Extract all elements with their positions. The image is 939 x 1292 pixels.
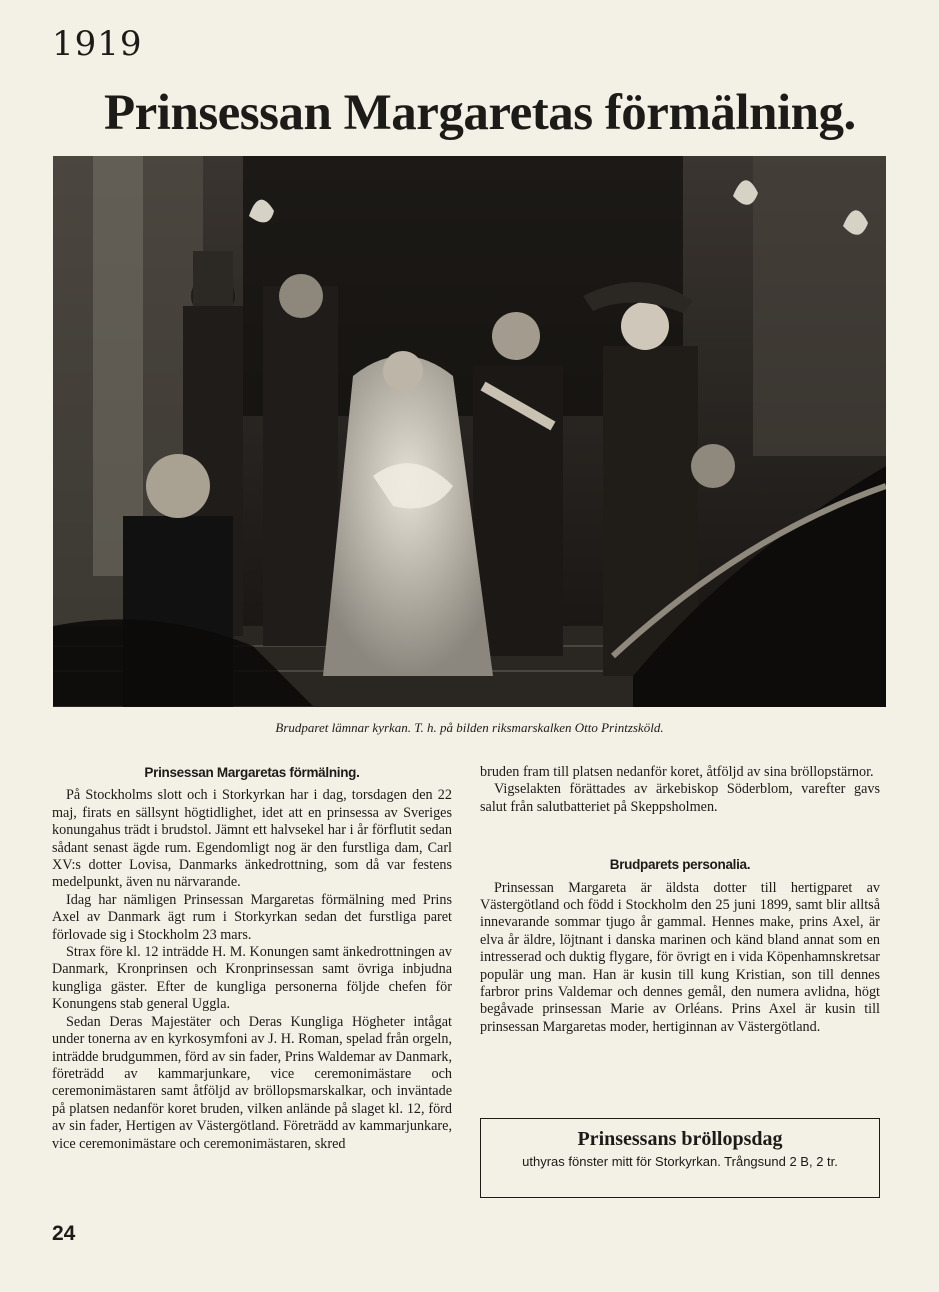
right-column [480,764,880,1036]
page-title: Prinsessan Margaretas förmälning. [104,85,856,141]
wedding-photo [53,156,886,707]
wedding-photo-illustration [53,156,886,707]
advertisement-text: uthyras fönster mitt för Storkyrkan. Trångsund 2 B, 2 tr. [522,1154,838,1169]
paragraph: På Stockholms slott och i Storkyrkan har i dag, torsdagen den 22 maj, firats en sällsynt högtidlighet, idet att en prinsessa av Sveriges konungahus trädt i brudstol. Jämnt ett halvsekel har i år förflutit sedan sådant senast ägde rum. Egendomligt nog är den furstliga dam, Carl XV:s dotter Lovisa, Danmarks änkedrottning, som då var festens medelpunkt, även nu närvarande. [52,787,452,891]
paragraph: Strax före kl. 12 inträdde H. M. Konungen samt änkedrottningen av Danmark, Kronprinsen och Kronprinsessan samt övriga inbjudna kungliga gäster. Efter de kungliga personerna följde chefen för Konungens stab general Uggla. [52,944,452,1013]
paragraph: Vigselakten förättades av ärkebiskop Söderblom, varefter gavs salut från salutbatteriet på Skeppsholmen. [480,781,880,815]
photo-caption: Brudparet lämnar kyrkan. T. h. på bilden riksmarskalken Otto Printzsköld. [275,720,664,735]
paragraph: Prinsessan Margareta är äldsta dotter till hertigparet av Västergötland och född i Stockholm den 25 juni 1899, samt blir alltså innevarande sommar tjugo år gammal. Hennes make, prins Axel, är elva år äldre, löjtnant i danska marinen och känd bland annat som en intresserad och duktig flygare, för övrigt en i vida Köpenhamnskretsar populär ung man. Han är kusin till kung Kristian, son till dennes farbror prins Valdemar och dennes gemål, den numera avlidna, högt begåvade prinsessan Marie av Orléans. Prins Axel är kusin till prinsessan Margaretas moder, hertiginnan av Västergötland. [480,879,880,1035]
paragraph: Idag har nämligen Prinsessan Margaretas förmälning med Prins Axel av Danmark ägt rum i Storkyrkan sedan det furstliga paret förlovade sig i Stockholm 23 mars. [52,891,452,943]
advertisement-heading: Prinsessans bröllopsdag [577,1128,783,1150]
advertisement-box [480,1118,880,1198]
paragraph-continuation: bruden fram till platsen nedanför koret, åtföljd av sina bröllopstärnor. [480,764,874,780]
paragraph: Sedan Deras Majestäter och Deras Kungliga Högheter intågat under tonerna av en kyrkosymfoni av J. H. Roman, spelad från orgeln, inträdde brudgummen, förd av sin fader, Prins Waldemar av Danmark, företrädd av kammarjunkare, vice ceremonimästare och ceremonimästaren samt åtföljd av bröllopsmarskalkar, och inväntade på platsen nedanför koret bruden, vilken anlände på slaget kl. 12, förd av sin fader, Hertigen av Västergötland. Företrädd av kammarjunkare, vice ceremonimästare och ceremonimästaren, skred [52,1013,452,1152]
personalia-heading: Brudparets personalia. [609,857,751,873]
year-heading: 1919 [52,24,143,64]
page-number: 24 [52,1222,76,1245]
article-heading: Prinsessan Margaretas förmälning. [144,765,360,780]
left-column [52,764,452,1153]
